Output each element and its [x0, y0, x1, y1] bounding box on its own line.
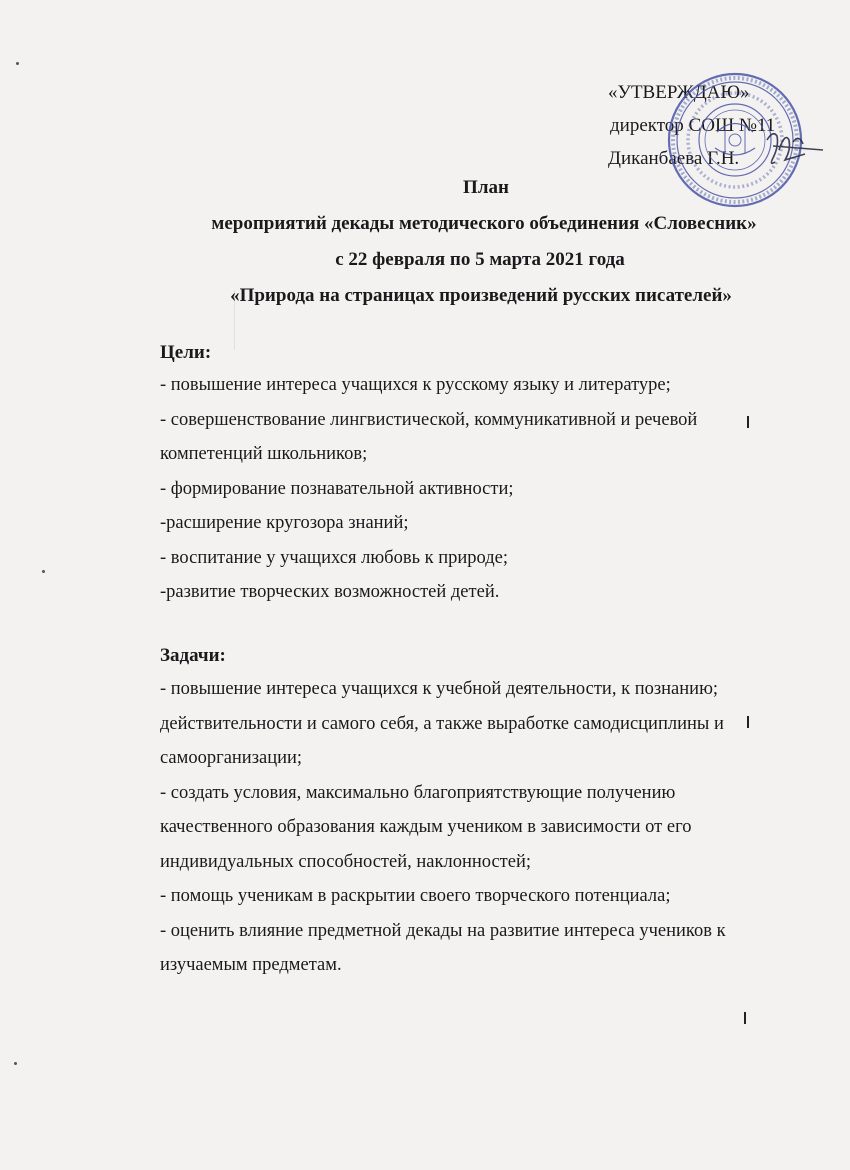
approval-line-position: директор СОШ №11 [610, 115, 776, 136]
list-item: - воспитание у учащихся любовь к природе; [160, 547, 509, 568]
approval-line-name: Диканбаева Г.Н. [608, 148, 740, 169]
list-item: изучаемым предметам. [160, 955, 342, 975]
scan-mark [744, 1012, 746, 1024]
list-item: - помощь ученикам в раскрытии своего творческого потенциала; [160, 886, 671, 906]
list-item: - совершенствование лингвистической, коммуникативной и речевой [160, 409, 698, 430]
tasks-heading: Задачи: [160, 645, 226, 666]
scan-speck [16, 62, 19, 65]
goals-heading: Цели: [160, 342, 212, 363]
list-item: действительности и самого себя, а также выработке самодисциплины и [160, 713, 724, 734]
list-item: - создать условия, максимально благоприятствующие получению [160, 782, 676, 803]
list-item: - оценить влияние предметной декады на развитие интереса учеников к [160, 920, 726, 941]
document-title [0, 170, 850, 314]
scan-speck [14, 1062, 17, 1065]
approval-line-approve: «УТВЕРЖДАЮ» [608, 82, 750, 103]
list-item: -развитие творческих возможностей детей. [160, 582, 500, 602]
list-item: самоорганизации; [160, 748, 303, 768]
list-item: - повышение интереса учащихся к русскому языку и литературе; [160, 375, 671, 395]
title-dates: с 22 февраля по 5 марта 2021 года [335, 249, 625, 270]
title-plan: План [463, 177, 509, 198]
scan-speck [42, 570, 45, 573]
goals-list [160, 368, 780, 610]
list-item: - формирование познавательной активности; [160, 478, 514, 499]
scan-mark [747, 716, 749, 728]
title-theme: «Природа на страницах произведений русских писателей» [230, 285, 732, 306]
list-item: качественного образования каждым учеником в зависимости от его [160, 817, 692, 837]
list-item: - повышение интереса учащихся к учебной деятельности, к познанию; [160, 679, 719, 699]
tasks-list [160, 672, 780, 983]
list-item: индивидуальных способностей, наклонностей; [160, 851, 532, 872]
list-item: -расширение кругозора знаний; [160, 513, 409, 533]
list-item: компетенций школьников; [160, 444, 368, 464]
title-event: мероприятий декады методического объединения «Словесник» [211, 213, 757, 234]
scan-mark [747, 416, 749, 428]
